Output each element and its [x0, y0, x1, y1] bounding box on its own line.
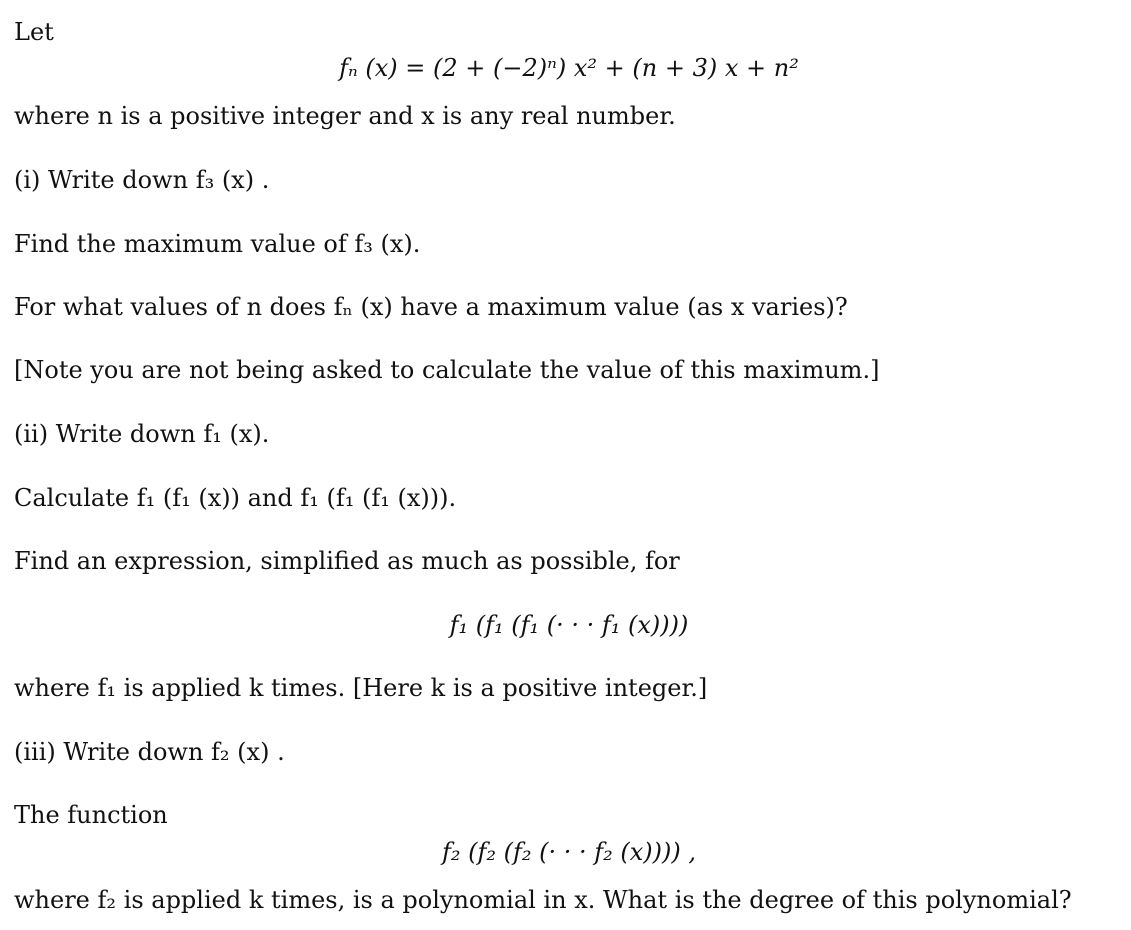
intro-let: Let — [14, 18, 54, 46]
f1-iterate-equation: f₁ (f₁ (f₁ (· · · f₁ (x)))) — [449, 611, 689, 639]
note-text: [Note you are not being asked to calculate the value of this maximum.] — [14, 356, 880, 384]
for-what-text: For what values of n does fₙ (x) have a maximum value (as x varies)? — [14, 293, 848, 321]
part-ii-heading: (ii) Write down f₁ (x). — [14, 420, 270, 448]
where-n-text: where n is a positive integer and x is any real number. — [14, 102, 676, 130]
part-i-heading: (i) Write down f₃ (x) . — [14, 166, 270, 194]
where-f1-text: where f₁ is applied k times. [Here k is a positive integer.] — [14, 674, 708, 702]
where-f2-text: where f₂ is applied k times, is a polynomial in x. What is the degree of this polynomial? — [14, 886, 1072, 914]
find-expression-text: Find an expression, simplified as much as possible, for — [14, 547, 680, 575]
calculate-text: Calculate f₁ (f₁ (x)) and f₁ (f₁ (f₁ (x))). — [14, 484, 457, 512]
definition-equation: fₙ (x) = (2 + (−2)ⁿ) x² + (n + 3) x + n² — [339, 54, 799, 82]
find-max-text: Find the maximum value of f₃ (x). — [14, 230, 421, 258]
part-iii-heading: (iii) Write down f₂ (x) . — [14, 738, 285, 766]
the-function-text: The function — [14, 801, 168, 829]
f2-iterate-equation: f₂ (f₂ (f₂ (· · · f₂ (x)))) , — [441, 838, 696, 866]
